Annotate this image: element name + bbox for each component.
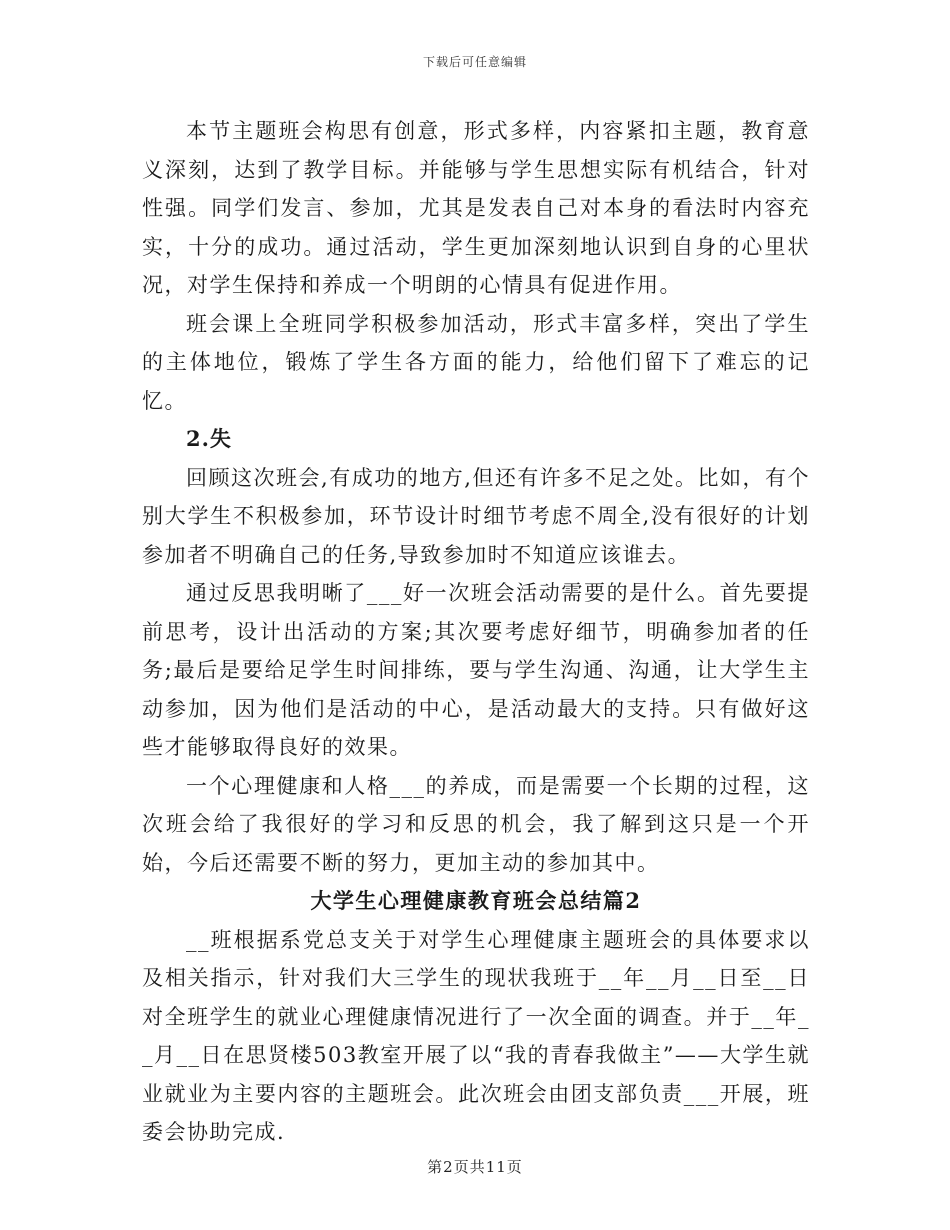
paragraph-class-meeting: __班根据系党总支关于对学生心理健康主题班会的具体要求以及相关指示，针对我们大三学生的现状我班于__年__月__日至__日对全班学生的就业心理健康情况进行了一次全面的调查。并于__年__月__日在思贤楼503教室开展了以“我的青春我做主”——大学生就业就业为主要内容的主题班会。此次班会由团支部负责___开展，班委会协助完成. xyxy=(142,927,810,1144)
paragraph-review: 回顾这次班会,有成功的地方,但还有许多不足之处。比如，有个别大学生不积极参加，环节设计时细节考虑不周全,没有很好的计划参加者不明确自己的任务,导致参加时不知道应该谁去。 xyxy=(142,465,810,567)
section-title: 大学生心理健康教育班会总结篇2 xyxy=(310,888,642,913)
page-header-note: 下载后可任意编辑 xyxy=(422,55,527,69)
paragraph-success-summary: 本节主题班会构思有创意，形式多样，内容紧扣主题，教育意义深刻，达到了教学目标。并能够与学生思想实际有机结合，针对性强。同学们发言、参加，尤其是发表自己对本身的看法时内容充实，十分的成功。通过活动，学生更加深刻地认识到自身的心里状况，对学生保持和养成一个明朗的心情具有促进作用。 xyxy=(142,119,810,297)
subheading-shortcomings: 2.失 xyxy=(186,426,232,451)
paragraph-reflection: 通过反思我明晰了___好一次班会活动需要的是什么。首先要提前思考，设计出活动的方案;其次要考虑好细节，明确参加者的任务;最后是要给足学生时间排练，要与学生沟通、沟通，让大学生主动参加，因为他们是活动的中心，是活动最大的支持。只有做好这些才能够取得良好的效果。 xyxy=(142,581,810,759)
page-number-footer: 第2页共11页 xyxy=(427,1158,523,1176)
document-body xyxy=(142,112,810,1152)
paragraph-long-term: 一个心理健康和人格___的养成，而是需要一个长期的过程，这次班会给了我很好的学习和反思的机会，我了解到这只是一个开始，今后还需要不断的努力，更加主动的参加其中。 xyxy=(142,773,810,875)
paragraph-class-activity: 班会课上全班同学积极参加活动，形式丰富多样，突出了学生的主体地位，锻炼了学生各方面的能力，给他们留下了难忘的记忆。 xyxy=(142,311,810,413)
